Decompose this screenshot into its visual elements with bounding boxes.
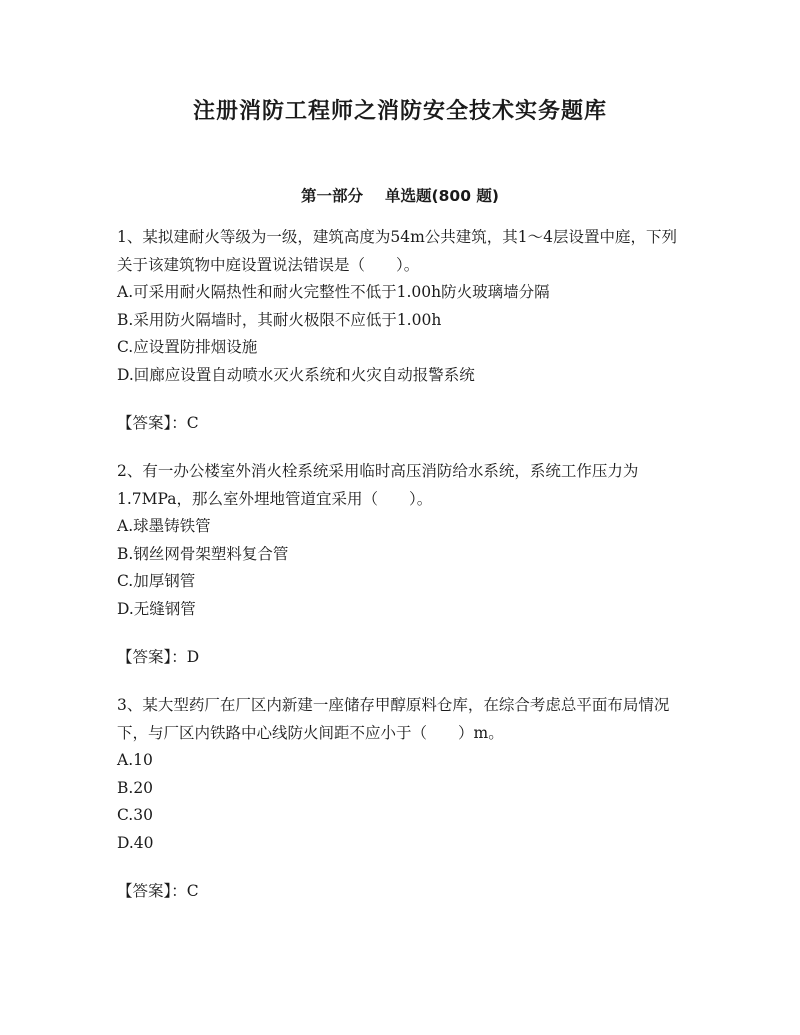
question-2 [117,457,687,671]
question-1 [117,223,687,437]
option-c: C.应设置防排烟设施 [117,338,258,356]
option-c: C.30 [117,806,153,824]
option-b: B.采用防火隔墙时，其耐火极限不应低于1.00h [117,310,442,329]
question-list [117,223,687,925]
question-stem: 2、有一办公楼室外消火栓系统采用临时高压消防给水系统，系统工作压力为1.7MPa，那么室外埋地管道宜采用（ ）。 [117,462,639,508]
section-title [0,184,800,206]
option-c: C.加厚钢管 [117,572,196,590]
option-b: B.20 [117,778,154,797]
answer-label: 【答案】： [117,414,187,432]
page-title: 注册消防工程师之消防安全技术实务题库 [192,99,607,124]
option-d: D.回廊应设置自动喷水灭火系统和火灾自动报警系统 [117,365,475,384]
section-part: 第一部分 [301,187,364,205]
answer-line [117,877,687,905]
question-stem: 1、某拟建耐火等级为一级，建筑高度为54m公共建筑，其1～4层设置中庭，下列关于该建筑物中庭设置说法错误是（ ）。 [117,228,678,274]
question-stem: 3、某大型药厂在厂区内新建一座储存甲醇原料仓库，在综合考虑总平面布局情况下，与厂区内铁路中心线防火间距不应小于（ ）m。 [117,696,670,742]
option-d: D.40 [117,833,154,852]
option-a: A.10 [117,751,153,769]
section-name: 单选题(800 题) [385,187,499,205]
option-b: B.钢丝网骨架塑料复合管 [117,544,289,563]
answer-line [117,643,687,671]
answer-label: 【答案】： [117,648,187,666]
answer-value: C [186,414,199,432]
answer-line [117,409,687,437]
question-3 [117,691,687,905]
answer-value: C [186,882,199,900]
option-a: A.可采用耐火隔热性和耐火完整性不低于1.00h防火玻璃墙分隔 [117,283,550,301]
option-a: A.球墨铸铁管 [117,517,211,535]
answer-label: 【答案】： [117,882,187,900]
answer-value: D [186,648,200,666]
option-d: D.无缝钢管 [117,599,196,618]
